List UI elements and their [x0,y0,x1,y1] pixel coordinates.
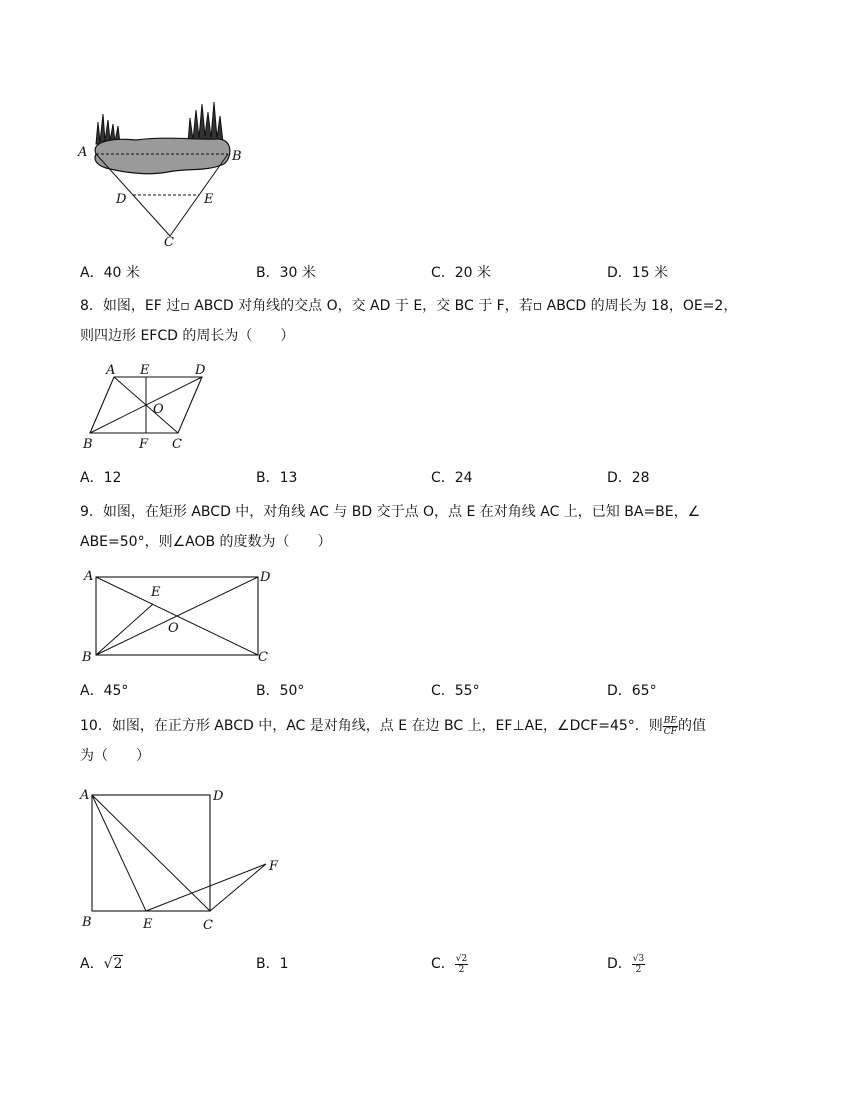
q7-pond-diagram [76,96,276,252]
pond-shape [95,138,230,173]
q8-label-o: O [153,402,164,417]
q9-rectangle-diagram [80,566,280,666]
q8-label-f: F [139,437,149,452]
q9-label-a: A [84,569,94,584]
q10-label-f: F [269,859,279,874]
q10-option-a-radicand: 2 [113,956,123,972]
q9-option-d[interactable]: D．65° [607,683,657,699]
q8-label-c: C [172,437,182,452]
q9-question [80,497,780,557]
q7-label-e: E [204,192,214,207]
q9-label-b: B [82,650,92,665]
q7-label-a: A [78,145,88,160]
q8-option-b[interactable]: B．13 [256,470,298,486]
q10-option-c-fraction [455,954,468,975]
q7-options [80,262,780,284]
q8-parallelogram-diagram [80,360,220,454]
q10-option-d[interactable] [607,953,645,975]
q8-figure [80,360,220,454]
q10-question [80,711,780,771]
q9-label-d: D [260,570,271,585]
q10-figure [78,786,288,936]
q10-label-a: A [80,788,90,803]
q9-option-a[interactable]: A．45° [80,683,129,699]
q8-label-e: E [140,363,150,378]
q10-option-a-prefix: A． [80,956,104,972]
q9-label-e: E [151,585,161,600]
q8-question [80,291,780,351]
q8-label-a: A [106,363,116,378]
q8-text-line1: 8．如图，EF 过▫ ABCD 对角线的交点 O，交 AD 于 E，交 BC 于 F，若▫ ABCD 的周长为 18，OE=2， [80,298,738,314]
q9-options [80,680,780,702]
q10-option-a[interactable] [80,953,123,973]
q7-option-a[interactable]: A．40 米 [80,265,140,281]
q9-figure [80,566,280,666]
q7-label-b: B [232,149,242,164]
q7-label-d: D [116,192,127,207]
q10-label-e: E [143,917,153,932]
q7-option-d[interactable]: D．15 米 [607,265,669,281]
q8-options [80,467,780,489]
q9-label-o: O [168,621,179,636]
q10-option-d-den: 2 [635,964,642,975]
q10-option-d-radicand: 3 [638,953,645,964]
q8-label-d: D [195,363,206,378]
q10-option-b[interactable]: B．1 [256,956,289,972]
q10-fraction [663,716,678,737]
q9-text-line1: 9．如图，在矩形 ABCD 中，对角线 AC 与 BD 交于点 O，点 E 在对角线 AC 上，已知 BA=BE，∠ [80,504,701,520]
q9-option-b[interactable]: B．50° [256,683,305,699]
q10-option-d-prefix: D． [607,956,632,972]
q10-text-line2: 为（ ） [80,748,150,764]
q8-option-d[interactable]: D．28 [607,470,650,486]
q10-frac-num: BE [663,715,677,726]
q10-label-c: C [203,918,213,933]
q7-option-b[interactable]: B．30 米 [256,265,316,281]
q10-label-d: D [213,789,224,804]
q10-options [80,953,780,985]
sqrt-icon: √2 [103,956,123,972]
q10-text-prefix: 10．如图，在正方形 ABCD 中，AC 是对角线，点 E 在边 BC 上，EF⊥AE，∠DCF=45°．则 [80,718,663,734]
q9-text-line2: ABE=50°，则∠AOB 的度数为（ ） [80,534,332,550]
q10-option-c-num: √2 [455,953,468,964]
q8-label-b: B [83,437,93,452]
q10-option-d-fraction [632,954,645,975]
q8-option-c[interactable]: C．24 [431,470,473,486]
q9-option-c[interactable]: C．55° [431,683,480,699]
q8-text-line2: 则四边形 EFCD 的周长为（ ） [80,328,295,344]
q10-option-c-den: 2 [458,964,465,975]
q10-option-c-prefix: C． [431,956,455,972]
q7-figure [76,96,276,252]
grass-right-icon [188,102,223,142]
q8-option-a[interactable]: A．12 [80,470,122,486]
q10-text-line1 [80,711,780,741]
q7-option-c[interactable]: C．20 米 [431,265,492,281]
q10-square-diagram [78,786,288,936]
q10-option-c-radicand: 2 [461,953,468,964]
q7-label-c: C [164,235,174,250]
q10-label-b: B [82,915,92,930]
q10-frac-den: CF [663,726,677,737]
q10-text-suffix: 的值 [677,718,706,734]
q10-option-d-num: √3 [632,953,645,964]
q10-option-c[interactable] [431,953,468,975]
q9-label-c: C [258,650,268,665]
